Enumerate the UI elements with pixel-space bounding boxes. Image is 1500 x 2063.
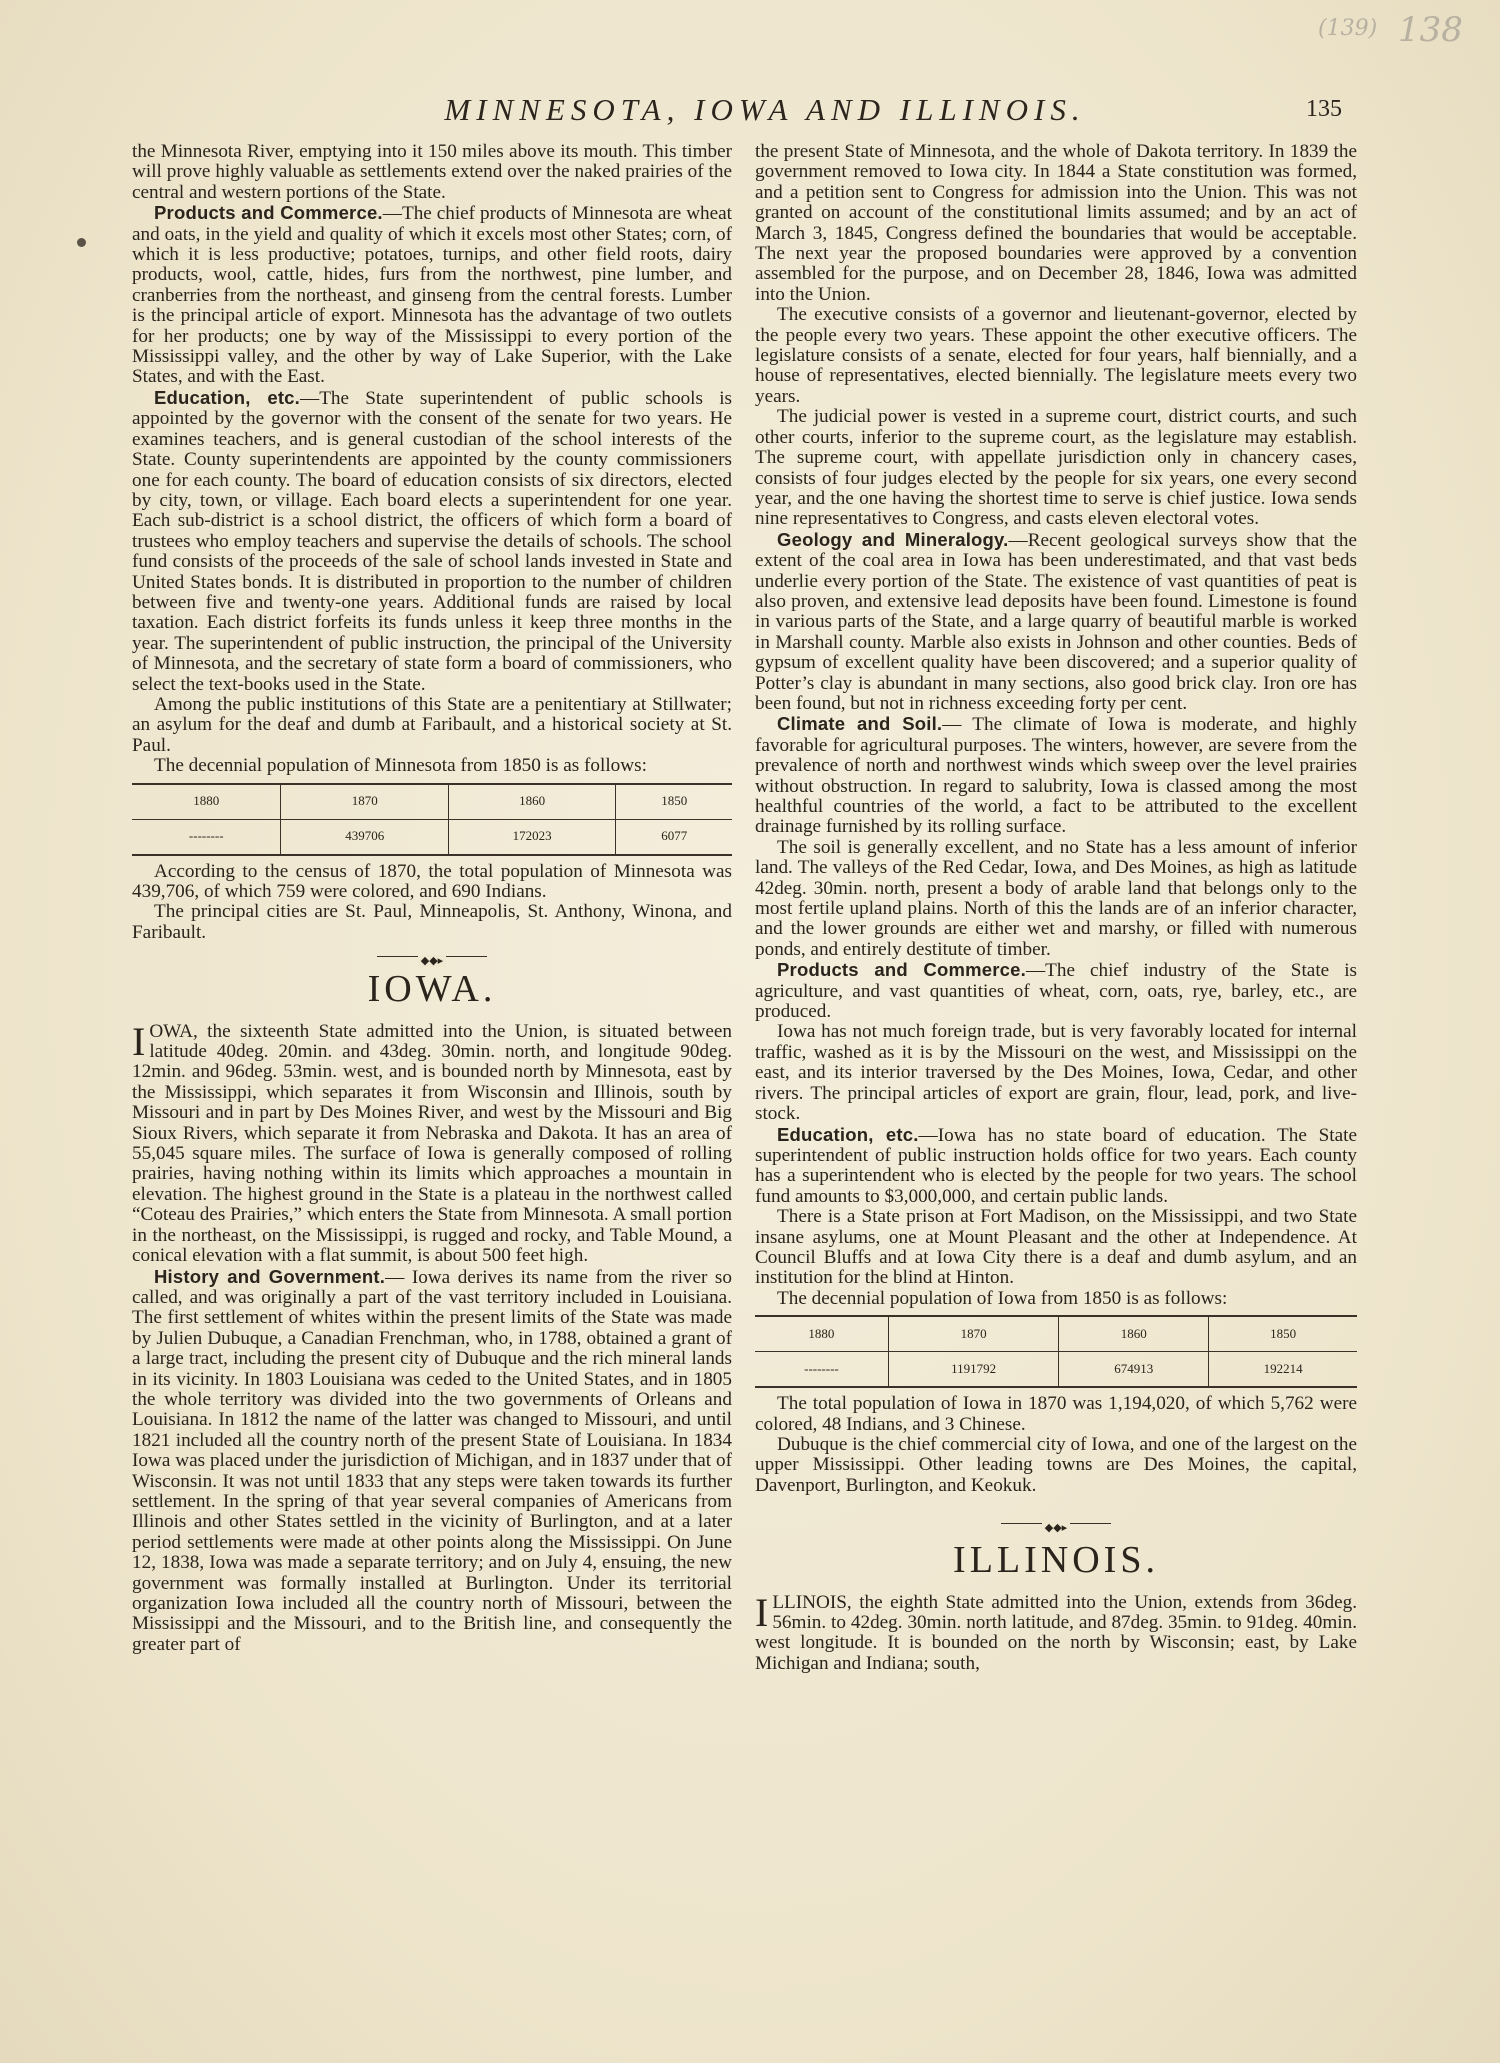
- table-cell: 6077: [616, 819, 732, 855]
- paragraph: Products and Commerce.—The chief products of Minnesota are wheat and oats, in the yield and quality of which it excels most other States; corn, of which it is less productive; potatoes, turnips, and other field roots, dairy products, wool, cattle, hides, furs from the northwest, pine lumber, and cranberries from the northeast, and ginseng from the central forests. Lumber is the principal article of export. Minnesota has the advantage of two outlets for her products; one by way of the Mississippi to every portion of the Mississippi valley, and the other by way of Lake Superior, with the Lake States, and with the East.: [132, 202, 733, 388]
- table-cell: 1880: [755, 1316, 888, 1352]
- right-column: [755, 142, 1357, 1674]
- table-header-row: [132, 784, 732, 820]
- table-cell: 1191792: [888, 1352, 1058, 1388]
- paragraph: The principal cities are St. Paul, Minneapolis, St. Anthony, Winona, and Faribault.: [132, 901, 732, 943]
- drop-cap: I: [755, 1589, 769, 1635]
- population-table-iowa: [755, 1315, 1357, 1388]
- section-heading: Products and Commerce.: [154, 202, 383, 224]
- table-cell: 172023: [448, 819, 615, 855]
- table-cell: 1850: [1209, 1316, 1357, 1352]
- table-cell: --------: [755, 1352, 888, 1388]
- table-row: [132, 819, 732, 855]
- ornament-rule: ◆◆▸: [755, 1520, 1357, 1528]
- table-cell: 1860: [1059, 1316, 1209, 1352]
- paragraph: Education, etc.—Iowa has no state board of education. The State superintendent of public instruction holds office for two years. Each county has a superintendent who is elected by the people for two years. The school fund amounts to $3,000,000, and certain public lands.: [755, 1123, 1358, 1207]
- section-title-iowa: IOWA.: [367, 968, 497, 1011]
- pencil-page-mark: 138: [1398, 10, 1463, 50]
- paragraph: Among the public institutions of this State are a penitentiary at Stillwater; an asylum for the deaf and dumb at Faribault, and a historical society at St. Paul.: [132, 693, 732, 756]
- table-cell: 674913: [1059, 1352, 1209, 1388]
- section-title-illinois: ILLINOIS.: [953, 1539, 1159, 1582]
- section-heading: Education, etc.: [777, 1123, 919, 1145]
- drop-cap: I: [132, 1018, 146, 1064]
- ink-spot: [77, 238, 86, 247]
- population-table-minnesota: [132, 783, 732, 856]
- table-cell: 1850: [616, 784, 732, 820]
- section-heading: Geology and Mineralogy.: [777, 528, 1009, 550]
- paragraph: Iowa has not much foreign trade, but is very favorably located for internal traffic, washed as it is by the Missouri on the west, and Mississippi on the east, and its interior traversed by the Des Moines, Iowa, Cedar, and other rivers. The principal articles of export are grain, flour, lead, pork, and live-stock.: [755, 1021, 1357, 1125]
- left-column: [132, 142, 732, 1655]
- section-heading: Climate and Soil.: [777, 713, 943, 735]
- table-cell: 1870: [281, 784, 448, 820]
- table-cell: 1870: [888, 1316, 1058, 1352]
- table-cell: --------: [132, 819, 281, 855]
- pencil-mark: (139): [1318, 16, 1378, 41]
- paragraph: Dubuque is the chief commercial city of Iowa, and one of the largest on the upper Mississippi. Other leading towns are Des Moines, the capital, Davenport, Burlington, and Keokuk.: [755, 1433, 1357, 1496]
- paragraph: ILLINOIS, the eighth State admitted into the Union, extends from 36deg. 56min. to 42deg. 30min. north latitude, and 87deg. 35min. to 91deg. 40min. west longitude. It is bounded on the north by Wisconsin; east, by Lake Michigan and Indiana; south,: [755, 1589, 1357, 1674]
- table-header-row: [755, 1316, 1357, 1352]
- page-number: 135: [1306, 96, 1342, 122]
- paragraph: The judicial power is vested in a supreme court, district courts, and such other courts, inferior to the supreme court, as the legislature may establish. The supreme court, with appellate jurisdiction only in chancery cases, consists of four judges elected by the people for six years, one every second year, and the one having the shortest time to serve is chief justice. Iowa sends nine representatives to Congress, and casts eleven electoral votes.: [755, 406, 1357, 530]
- paragraph: The total population of Iowa in 1870 was 1,194,020, of which 5,762 were colored, 48 Indians, and 3 Chinese.: [755, 1393, 1357, 1435]
- paragraph: Products and Commerce.—The chief industry of the State is agriculture, and vast quantities of wheat, corn, oats, rye, barley, etc., are produced.: [755, 959, 1357, 1023]
- paragraph: Geology and Mineralogy.—Recent geological surveys show that the extent of the coal area in Iowa has been underestimated, and that vast beds underlie every portion of the State. The existence of vast quantities of peat is also proven, and extensive lead deposits have been found. Limestone is found in various parts of the State, and a large quarry of beautiful marble is worked in Marshall county. Marble also exists in Johnson and other counties. Beds of gypsum of excellent quality have been discovered; and a superior quality of Potter’s clay is abundant in many sections, also good brick clay. Iron ore has been found, but not in richness exceeding forty per cent.: [755, 528, 1357, 714]
- paragraph: Education, etc.—The State superintendent of public schools is appointed by the governor with the consent of the senate for two years. He examines teachers, and is general custodian of the school interests of the State. County superintendents are appointed by the county commissioners one for each county. The board of education consists of six directors, elected by city, town, or village. Each board elects a superintendent for one year. Each sub-district is a school district, the officers of which form a board of trustees who employ teachers and supervise the details of schools. The school fund consists of the proceeds of the sale of school lands invested in State and United States bonds. It is distributed in proportion to the number of children between five and twenty-one years. Additional funds are raised by local taxation. Each district forfeits its funds unless it keep three months in the year. The superintendent of public instruction, the principal of the University of Minnesota, and the secretary of state form a board of commissioners, who select the text-books used in the State.: [132, 386, 733, 695]
- paragraph: The soil is generally excellent, and no State has a less amount of inferior land. The valleys of the Red Cedar, Iowa, and Des Moines, as high as latitude 42deg. 30min. north, present a body of arable land that belongs only to the most fertile upland plains. North of this the lands are of an inferior character, and the lower grounds are either wet and marshy, or filled with numerous ponds, and entirely destitute of timber.: [755, 836, 1357, 960]
- section-heading: History and Government.: [154, 1265, 386, 1287]
- paragraph: the Minnesota River, emptying into it 150 miles above its mouth. This timber will prove highly valuable as settlements extend over the naked prairies of the central and western portions of the State.: [132, 141, 732, 203]
- paragraph: History and Government.— Iowa derives its name from the river so called, and was originally a part of the vast territory included in Louisiana. The first settlement of whites within the present limits of the State was made by Julien Dubuque, a Canadian Frenchman, who, in 1788, obtained a grant of a large tract, including the present city of Dubuque and the rich mineral lands in its vicinity. In 1803 Louisiana was ceded to the United States, and in 1805 the whole territory was divided into the two governments of Orleans and Louisiana. In 1812 the name of the latter was changed to Missouri, and until 1821 included all the country north of the present State of Louisiana. In 1834 Iowa was placed under the jurisdiction of Michigan, and in 1837 under that of Wisconsin. It was not until 1833 that any steps were taken towards its further settlement. In the spring of that year several companies of Americans from Illinois and other States settled in the vicinity of Burlington, and at a later period settlements were made at other points along the Mississippi. On June 12, 1838, Iowa was made a separate territory; and on July 4, ensuing, the new government was formally installed at Burlington. Under its territorial organization Iowa included all the country north of Missouri, between the Mississippi and the Missouri, and to the British line, and consequently the greater part of: [132, 1265, 732, 1655]
- table-cell: 1880: [132, 784, 281, 820]
- table-cell: 1860: [448, 784, 615, 820]
- paragraph: The decennial population of Iowa from 1850 is as follows:: [777, 1287, 1228, 1309]
- section-heading: Products and Commerce.: [777, 959, 1026, 981]
- ornament-rule: ◆◆▸: [132, 953, 732, 961]
- table-row: [755, 1352, 1357, 1388]
- paragraph: The executive consists of a governor and lieutenant-governor, elected by the people every two years. These appoint the other executive officers. The legislature consists of a senate, elected for four years, half biennially, and a house of representatives, elected biennially. The legislature meets every two years.: [755, 304, 1357, 407]
- table-cell: 439706: [281, 819, 448, 855]
- paragraph: The decennial population of Minnesota from 1850 is as follows:: [154, 755, 647, 777]
- paragraph: the present State of Minnesota, and the whole of Dakota territory. In 1839 the government removed to Iowa city. In 1844 a State constitution was formed, and a petition sent to Congress for admission into the Union. This was not granted on account of the constitutional limits assumed; and by an act of March 3, 1845, Congress defined the boundaries that would be acceptable. The next year the proposed boundaries were approved by a convention assembled for the purpose, and on December 28, 1846, Iowa was admitted into the Union.: [755, 141, 1357, 305]
- paragraph: According to the census of 1870, the total population of Minnesota was 439,706, of which 759 were colored, and 690 Indians.: [132, 860, 732, 902]
- section-heading: Education, etc.: [154, 386, 301, 408]
- running-head: MINNESOTA, IOWA AND ILLINOIS.: [444, 92, 1086, 127]
- paragraph: There is a State prison at Fort Madison, on the Mississippi, and two State insane asylums, one at Mount Pleasant and the other at Independence. At Council Bluffs and at Iowa City there is a deaf and dumb asylum, and an institution for the blind at Hinton.: [755, 1206, 1357, 1289]
- paragraph: Climate and Soil.— The climate of Iowa is moderate, and highly favorable for agricultural purposes. The winters, however, are severe from the prevalence of north and northwest winds which sweep over the level prairies without obstruction. In regard to salubrity, Iowa is classed among the most healthful countries of the world, a fact to be attributed to the excellent drainage furnished by its rolling surface.: [755, 713, 1357, 838]
- table-cell: 192214: [1209, 1352, 1357, 1388]
- paragraph: IOWA, the sixteenth State admitted into the Union, is situated between latitude 40deg. 20min. and 43deg. 30min. north, and longitude 90deg. 12min. and 96deg. 53min. west, and is bounded north by Minnesota, east by the Mississippi, which separates it from Wisconsin and Illinois, south by Missouri and in part by Des Moines River, and west by the Missouri and Big Sioux Rivers, which separate it from Nebraska and Dakota. It has an area of 55,045 square miles. The surface of Iowa is generally composed of rolling prairies, having nothing within its limits which approaches a mountain in elevation. The highest ground in the State is a plateau in the northwest called “Coteau des Prairies,” which enters the State from Minnesota. A small portion in the northeast, on the Mississippi, is rugged and rocky, and Table Mound, a conical elevation with a flat summit, is about 500 feet high.: [132, 1018, 732, 1267]
